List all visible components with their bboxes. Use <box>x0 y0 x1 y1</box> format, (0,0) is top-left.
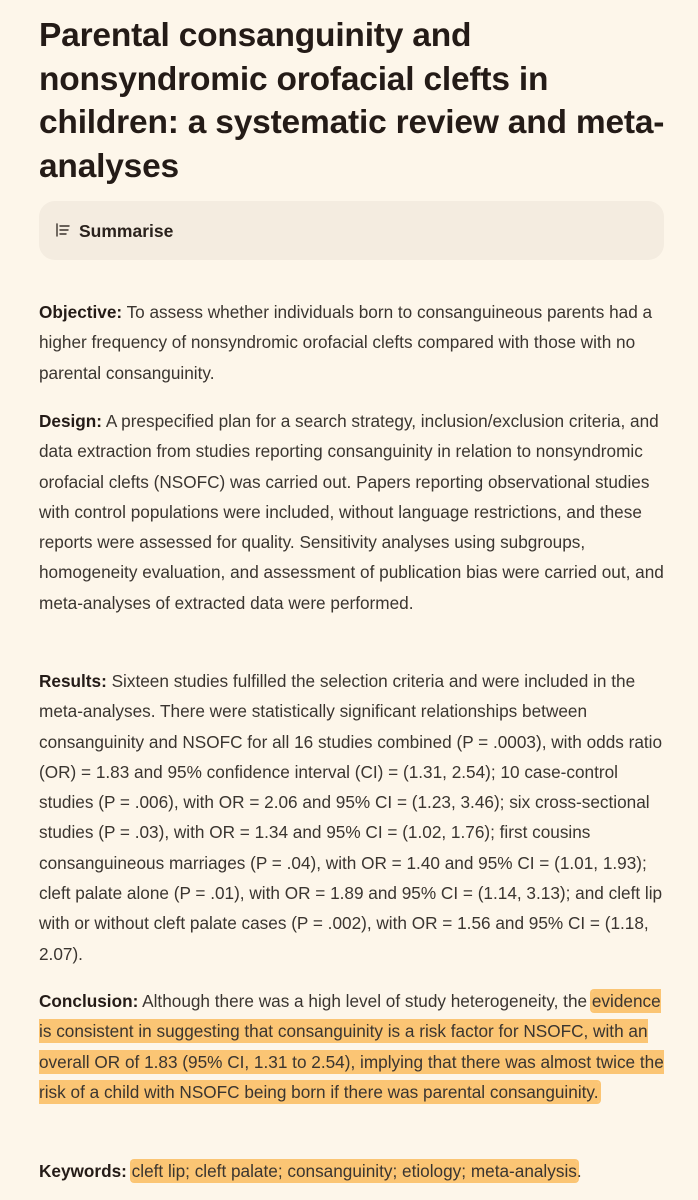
conclusion-label: Conclusion: <box>39 991 139 1011</box>
summarise-button[interactable] <box>39 201 664 260</box>
results-paragraph <box>39 666 674 969</box>
keywords-trailing: . <box>576 1161 582 1181</box>
keywords-paragraph <box>39 1156 674 1186</box>
conclusion-highlighted-text: evidence is consistent in suggesting that consanguinity is a risk factor for NSOFC, with an overall OR of 1.83 (95% CI, 1.31 to 2.54), implying that there was almost twice the risk of a child with NSOFC being born if there was parental consanguinity. <box>39 991 664 1102</box>
objective-text: To assess whether individuals born to consanguineous parents had a higher frequency of nonsyndromic orofacial clefts compared with those with no parental consanguinity. <box>39 302 653 383</box>
design-label: Design: <box>39 411 103 431</box>
conclusion-text: Although there was a high level of study heterogeneity, the <box>138 991 592 1011</box>
results-label: Results: <box>39 671 107 691</box>
objective-paragraph <box>39 297 674 388</box>
objective-label: Objective: <box>39 302 123 322</box>
design-text: A prespecified plan for a search strategy, inclusion/exclusion criteria, and data extraction from studies reporting consanguinity in relation to nonsyndromic orofacial clefts (NSOFC) was carried out. Papers reporting observational studies with control populations were included, without language restrictions, and these reports were assessed for quality. Sensitivity analyses using subgroups, homogeneity evaluation, and assessment of publication bias were carried out, and meta-analyses of extracted data were performed. <box>39 411 664 613</box>
summarise-label: Summarise <box>79 221 174 241</box>
results-text: Sixteen studies fulfilled the selection criteria and were included in the meta-analyses. There were statistically significant relationships between consanguinity and NSOFC for all 16 studies combined (P = .0003), with odds ratio (OR) = 1.83 and 95% confidence interval (CI) = (1.31, 2.54); 10 case-control studies (P = .006), with OR = 2.06 and 95% CI = (1.23, 3.46); six cross-sectional studies (P = .03), with OR = 1.34 and 95% CI = (1.02, 1.76); first cousins consanguineous marriages (P = .04), with OR = 1.40 and 95% CI = (1.01, 1.93); cleft palate alone (P = .01), with OR = 1.89 and 95% CI = (1.14, 3.13); and cleft lip with or without cleft palate cases (P = .002), with OR = 1.56 and 95% CI = (1.18, 2.07). <box>39 671 663 964</box>
keywords-highlighted-text: cleft lip; cleft palate; consanguinity; etiology; meta-analysis <box>131 1161 577 1181</box>
conclusion-paragraph <box>39 986 674 1107</box>
keywords-label: Keywords: <box>39 1161 127 1181</box>
summarise-lines-icon <box>56 223 70 237</box>
design-paragraph <box>39 406 674 618</box>
paper-title: Parental consanguinity and nonsyndromic orofacial clefts in children: a systematic review and meta-analyses <box>39 17 665 185</box>
